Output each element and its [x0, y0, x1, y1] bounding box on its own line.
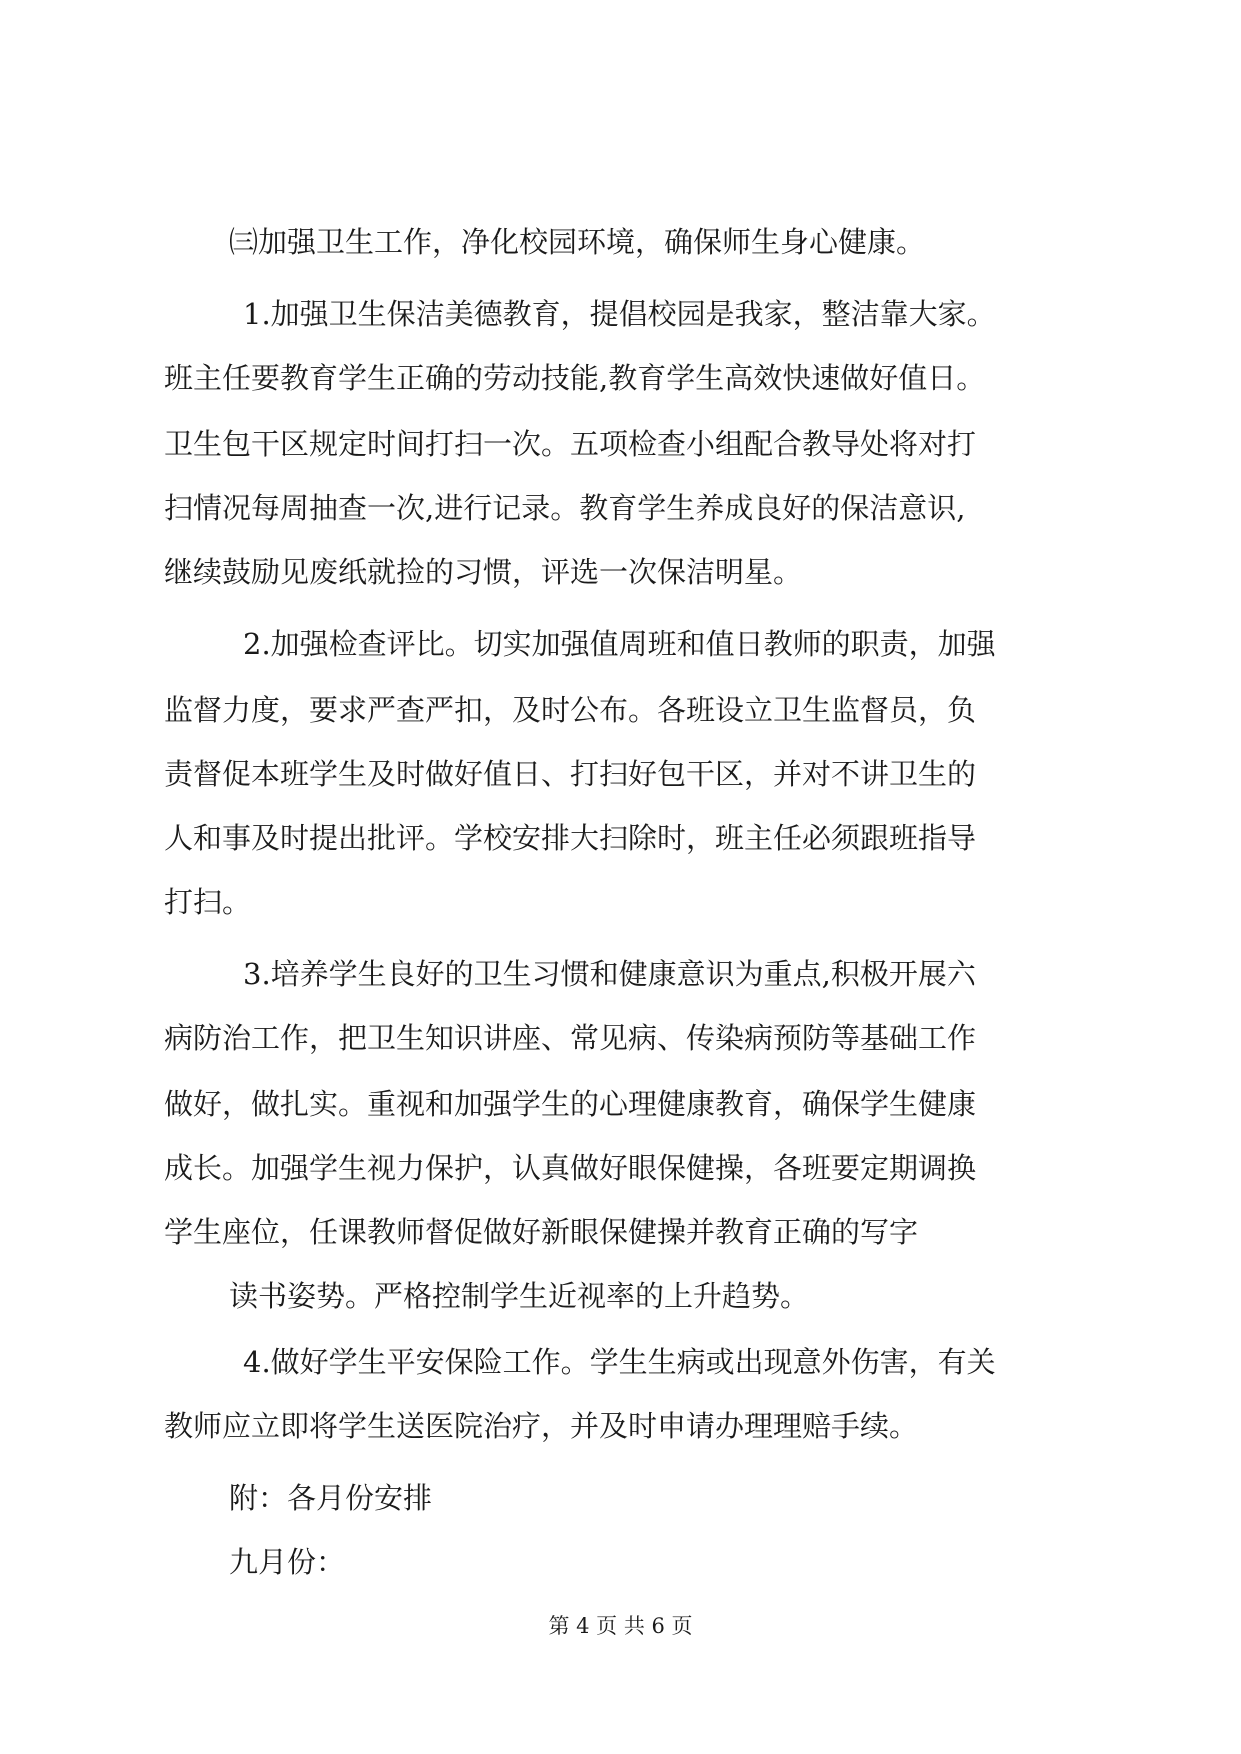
paragraph-line: 打扫。	[164, 885, 252, 919]
paragraph-line: 教师应立即将学生送医院治疗，并及时申请办理理赔手续。	[164, 1409, 919, 1443]
paragraph-line: 扫情况每周抽查一次,进行记录。教育学生养成良好的保洁意识,	[164, 491, 966, 525]
paragraph-line: 3.培养学生良好的卫生习惯和健康意识为重点,积极开展六	[243, 957, 976, 991]
paragraph-line: 2.加强检查评比。切实加强值周班和值日教师的职责，加强	[243, 627, 996, 661]
paragraph-line: 成长。加强学生视力保护，认真做好眼保健操，各班要定期调换	[164, 1151, 977, 1185]
paragraph-line: 读书姿势。严格控制学生近视率的上升趋势。	[229, 1279, 810, 1313]
section-heading: ㈢加强卫生工作，净化校园环境，确保师生身心健康。	[229, 225, 926, 259]
month-heading: 九月份：	[229, 1545, 346, 1579]
paragraph-line: 责督促本班学生及时做好值日、打扫好包干区，并对不讲卫生的	[164, 757, 977, 791]
paragraph-line: 学生座位，任课教师督促做好新眼保健操并教育正确的写字	[164, 1215, 919, 1249]
page-number-footer: 第 4 页 共 6 页	[548, 1614, 693, 1638]
paragraph-line: 卫生包干区规定时间打扫一次。五项检查小组配合教导处将对打	[164, 427, 977, 461]
appendix-heading: 附：各月份安排	[229, 1481, 433, 1515]
paragraph-line: 做好，做扎实。重视和加强学生的心理健康教育，确保学生健康	[164, 1087, 977, 1121]
paragraph-line: 继续鼓励见废纸就捡的习惯，评选一次保洁明星。	[164, 555, 803, 589]
paragraph-line: 监督力度，要求严查严扣，及时公布。各班设立卫生监督员，负	[164, 693, 977, 727]
paragraph-line: 人和事及时提出批评。学校安排大扫除时，班主任必须跟班指导	[164, 821, 977, 855]
paragraph-line: 病防治工作，把卫生知识讲座、常见病、传染病预防等基础工作	[164, 1021, 977, 1055]
paragraph-line: 班主任要教育学生正确的劳动技能,教育学生高效快速做好值日。	[164, 361, 986, 395]
paragraph-line: 4.做好学生平安保险工作。学生生病或出现意外伤害，有关	[243, 1345, 996, 1379]
paragraph-line: 1.加强卫生保洁美德教育，提倡校园是我家，整洁靠大家。	[243, 297, 996, 331]
